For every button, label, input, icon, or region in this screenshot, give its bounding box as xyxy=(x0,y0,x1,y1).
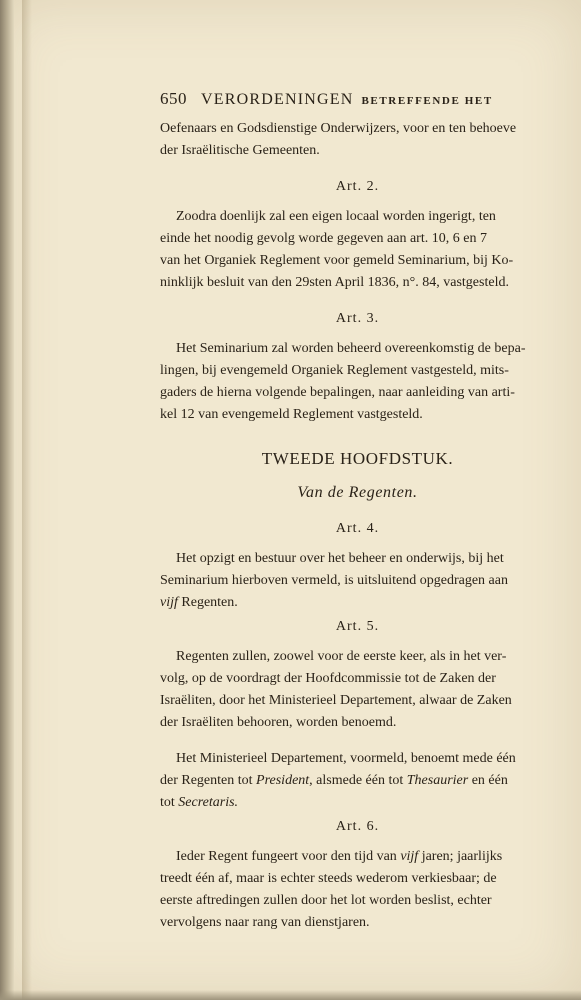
text-line: Regenten. xyxy=(177,595,238,610)
text-line: Regenten zullen, zoowel voor de eerste keer, als in het ver- xyxy=(176,649,507,664)
text-line: treedt één af, maar is echter steeds wederom verkiesbaar; de xyxy=(160,871,497,886)
text-line: Het Ministerieel Departement, voormeld, benoemt mede één xyxy=(176,751,516,766)
text-line: der Israëlitische Gemeenten. xyxy=(160,143,320,158)
italic-word: vijf xyxy=(400,849,419,864)
text-line: ninklijk besluit van den 29sten April 1836, n°. 84, vastgesteld. xyxy=(160,275,509,290)
text-line: der Regenten tot xyxy=(160,773,257,788)
chapter-title: TWEEDE HOOFDSTUK. xyxy=(261,449,454,468)
text-line: Het Seminarium zal worden beheerd overeenkomstig de bepa- xyxy=(176,341,526,356)
article-5-paragraph xyxy=(160,646,555,734)
book-spine xyxy=(0,0,14,1000)
article-2-heading: Art. 2. xyxy=(335,179,380,194)
article-3-heading: Art. 3. xyxy=(335,311,380,326)
text-line: en één xyxy=(468,773,508,788)
text-line: Zoodra doenlijk zal een eigen locaal worden ingerigt, ten xyxy=(176,209,496,224)
text-line: Ieder Regent fungeert voor den tijd van xyxy=(176,849,401,864)
text-line: einde het noodig gevolg worde gegeven aan art. 10, 6 en 7 xyxy=(160,231,487,246)
text-line: lingen, bij evengemeld Organiek Reglement vastgesteld, mits- xyxy=(160,363,509,378)
article-6-heading: Art. 6. xyxy=(335,819,380,834)
italic-word: Secretaris. xyxy=(178,795,239,810)
text-line: der Israëliten behooren, worden benoemd. xyxy=(160,715,397,730)
text-line: gaders de hierna volgende bepalingen, naar aanleiding van arti- xyxy=(160,385,515,400)
text-line: , alsmede één tot xyxy=(309,773,407,788)
text-line: vervolgens naar rang van dienstjaren. xyxy=(160,915,370,930)
italic-word: President xyxy=(256,773,310,788)
article-6-paragraph xyxy=(160,846,555,934)
text-line: eerste aftredingen zullen door het lot worden beslist, echter xyxy=(160,893,492,908)
article-5-paragraph-2 xyxy=(160,748,555,814)
text-line: jaren; jaarlijks xyxy=(418,849,503,864)
text-line: tot xyxy=(160,795,179,810)
header-subtitle: BETREFFENDE HET xyxy=(361,95,493,107)
running-header xyxy=(160,88,555,112)
article-4-paragraph xyxy=(160,548,555,614)
page-bottom-edge xyxy=(0,990,581,1000)
italic-word: vijf xyxy=(160,595,178,610)
header-title: VERORDENINGEN xyxy=(201,91,354,108)
article-3-paragraph xyxy=(160,338,555,426)
chapter-subtitle: Van de Regenten. xyxy=(297,484,418,501)
text-line: Oefenaars en Godsdienstige Onderwijzers, voor en ten behoeve xyxy=(160,121,517,136)
text-line: Het opzigt en bestuur over het beheer en onderwijs, bij het xyxy=(176,551,504,566)
text-line: Israëliten, door het Ministerieel Departement, alwaar de Zaken xyxy=(160,693,512,708)
article-5-heading: Art. 5. xyxy=(335,619,380,634)
text-line: Seminarium hierboven vermeld, is uitsluitend opgedragen aan xyxy=(160,573,508,588)
text-line: kel 12 van evengemeld Reglement vastgesteld. xyxy=(160,407,423,422)
text-line: volg, op de voordragt der Hoofdcommissie tot de Zaken der xyxy=(160,671,496,686)
page-number: 650 xyxy=(160,89,187,108)
intro-paragraph xyxy=(160,118,555,162)
article-2-paragraph xyxy=(160,206,555,294)
article-4-heading: Art. 4. xyxy=(335,521,380,536)
text-line: van het Organiek Reglement voor gemeld Seminarium, bij Ko- xyxy=(160,253,514,268)
paragraph-gap xyxy=(160,734,555,748)
page-gutter-shadow xyxy=(22,0,32,1000)
italic-word: Thesaurier xyxy=(406,773,469,788)
page-text-block xyxy=(160,88,555,934)
